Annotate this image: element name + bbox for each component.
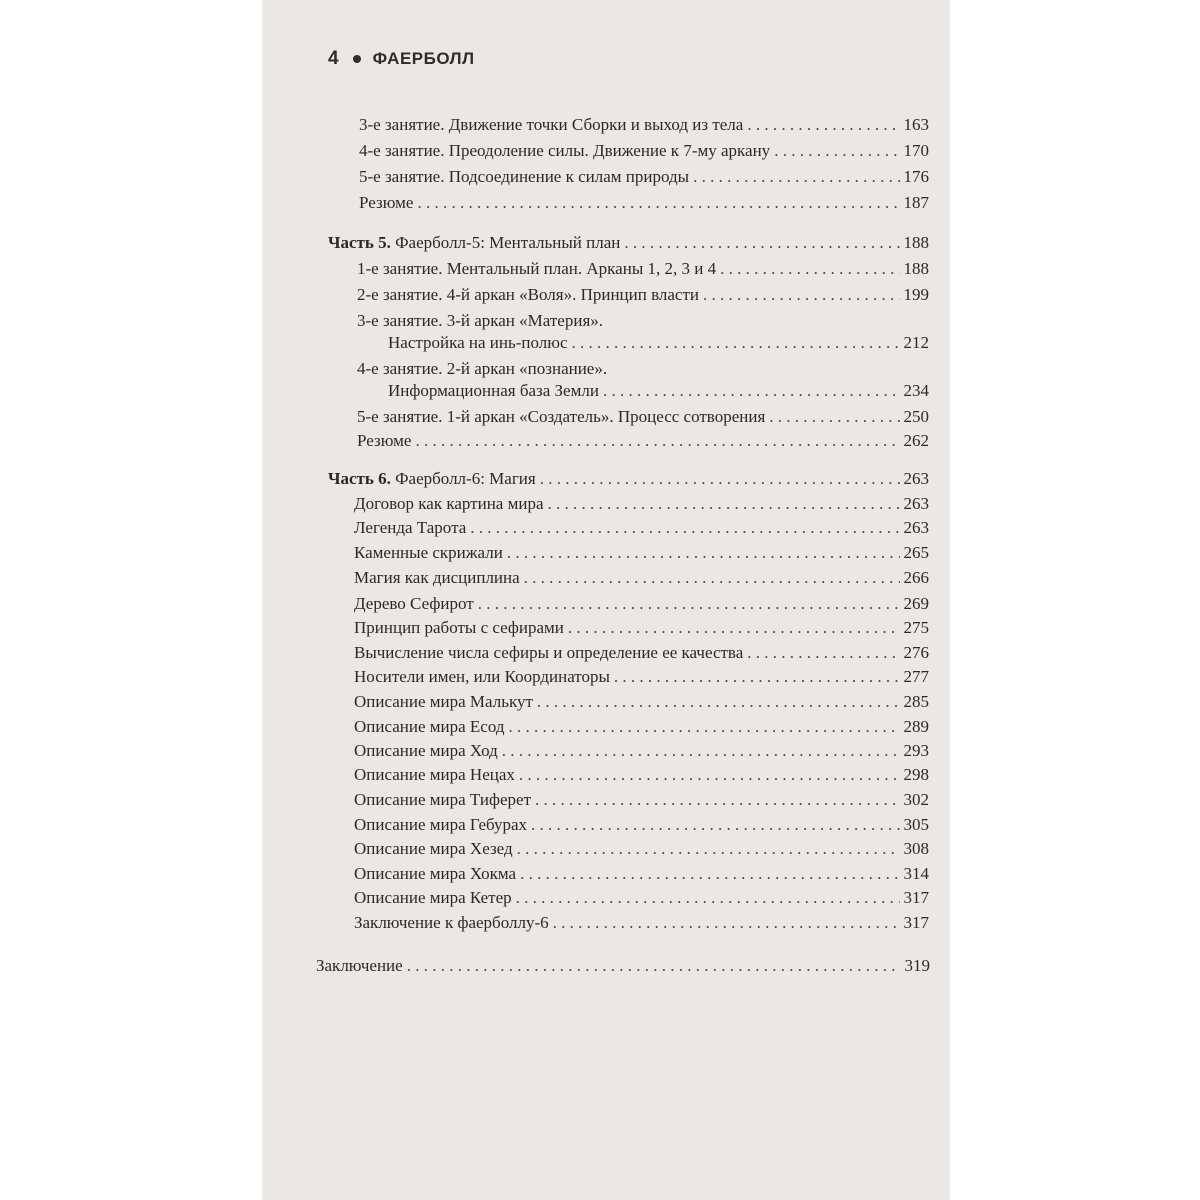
- dot-leader: [516, 888, 900, 908]
- toc-entry-label: Информационная база Земли: [388, 381, 599, 400]
- toc-entry-page: 308: [903, 839, 929, 858]
- toc-entry-page: 187: [903, 193, 929, 212]
- toc-entry: [359, 115, 929, 139]
- dot-leader: [517, 839, 900, 859]
- toc-entry-label: Легенда Тарота: [354, 518, 467, 537]
- book-title: ФАЕРБОЛЛ: [372, 49, 475, 68]
- toc-entry-page: 263: [903, 469, 929, 488]
- dot-leader: [524, 568, 900, 588]
- toc-entry: [354, 717, 929, 741]
- toc-entry-label: 5-е занятие. Подсоединение к силам природы: [359, 167, 690, 186]
- toc-entry-label: Резюме: [357, 431, 412, 450]
- toc-entry-page: 234: [903, 381, 929, 400]
- toc-entry: [354, 692, 929, 716]
- running-header: [328, 44, 475, 74]
- part-number: Часть 5.: [328, 233, 391, 252]
- toc-entry-page: 188: [903, 259, 929, 278]
- toc-entry: [354, 518, 929, 542]
- dot-leader: [548, 494, 900, 514]
- toc-entry-label: [328, 233, 620, 253]
- toc-entry: [359, 141, 929, 165]
- toc-entry-page: 170: [903, 141, 929, 160]
- toc-entry-page: 298: [903, 765, 929, 784]
- toc-entry-page: 262: [903, 431, 929, 450]
- dot-leader: [531, 815, 899, 835]
- toc-entry: [354, 765, 929, 789]
- dot-leader: [470, 518, 899, 538]
- dot-leader: [417, 193, 899, 213]
- dot-leader: [553, 913, 900, 933]
- toc-entry-page: 269: [903, 594, 929, 613]
- dot-leader: [478, 594, 900, 614]
- toc-entry-page: 293: [903, 741, 929, 760]
- toc-entry-page: 305: [903, 815, 929, 834]
- toc-entry-label: 1-е занятие. Ментальный план. Арканы 1, 2, 3 и 4: [357, 259, 717, 278]
- toc-entry-page: 212: [903, 333, 929, 352]
- toc-entry-label: Настройка на инь-полюс: [388, 333, 568, 352]
- toc-entry: [388, 333, 929, 357]
- toc-entry-page: 266: [903, 568, 929, 587]
- toc-entry-page: 263: [903, 518, 929, 537]
- toc-entry: [354, 667, 929, 691]
- dot-leader: [520, 864, 899, 884]
- toc-entry: [354, 815, 929, 839]
- dot-leader: [769, 407, 899, 427]
- toc-entry-page: 277: [903, 667, 929, 686]
- toc-entry-label: Дерево Сефирот: [354, 594, 474, 613]
- toc-entry-label: 3-е занятие. 3-й аркан «Материя».: [357, 311, 604, 330]
- toc-entry-label: Каменные скрижали: [354, 543, 503, 562]
- toc-entry: [357, 431, 929, 455]
- toc-entry-label: Заключение к фаерболлу-6: [354, 913, 549, 932]
- dot-leader: [568, 618, 900, 638]
- dot-leader: [415, 431, 899, 451]
- toc-entry-label: Описание мира Гебурах: [354, 815, 528, 834]
- toc-entry-page: 319: [904, 956, 930, 975]
- toc-entry: [388, 381, 929, 405]
- dot-leader: [519, 765, 900, 785]
- dot-leader: [535, 790, 899, 810]
- toc-entry-label: Договор как картина мира: [354, 494, 544, 513]
- toc-entry-label: 2-е занятие. 4-й аркан «Воля». Принцип власти: [357, 285, 699, 304]
- toc-entry-page: 289: [903, 717, 929, 736]
- dot-leader: [693, 167, 899, 187]
- toc-entry-page: 163: [903, 115, 929, 134]
- dot-leader: [614, 667, 900, 687]
- toc-entry-page: 265: [903, 543, 929, 562]
- toc-entry-label: Описание мира Малькут: [354, 692, 533, 711]
- part-number: Часть 6.: [328, 469, 391, 488]
- toc-entry: [357, 285, 929, 309]
- part-title: Фаерболл-6: Магия: [390, 469, 536, 488]
- toc-entry: [359, 193, 929, 217]
- toc-entry: [354, 864, 929, 888]
- toc-entry: [354, 741, 929, 765]
- dot-leader: [774, 141, 899, 161]
- toc-entry: [354, 913, 929, 937]
- book-page: [262, 0, 950, 1200]
- toc-entry-label: Описание мира Ход: [354, 741, 498, 760]
- toc-entry-label: Принцип работы с сефирами: [354, 618, 564, 637]
- toc-entry-page: 302: [903, 790, 929, 809]
- toc-entry-label: 3-е занятие. Движение точки Сборки и выход из тела: [359, 115, 744, 134]
- dot-leader: [540, 469, 900, 489]
- dot-leader: [572, 333, 900, 353]
- dot-leader: [509, 717, 900, 737]
- dot-leader: [703, 285, 900, 305]
- dot-leader: [502, 741, 900, 761]
- toc-entry: [354, 594, 929, 618]
- toc-entry-page: 188: [903, 233, 929, 252]
- toc-entry-page: 317: [903, 888, 929, 907]
- dot-leader: [507, 543, 900, 563]
- dot-leader: [407, 956, 901, 976]
- toc-entry-page: 199: [903, 285, 929, 304]
- toc-entry: [354, 888, 929, 912]
- toc-entry-label: Вычисление числа сефиры и определение ее качества: [354, 643, 744, 662]
- toc-entry: [354, 790, 929, 814]
- toc-entry-label: Описание мира Нецах: [354, 765, 515, 784]
- toc-part-heading: [328, 469, 929, 493]
- toc-entry-page: 263: [903, 494, 929, 513]
- toc-entry-label: Описание мира Хезед: [354, 839, 513, 858]
- toc-entry-label: Резюме: [359, 193, 414, 212]
- toc-entry-page: 176: [903, 167, 929, 186]
- page-number: 4: [328, 48, 339, 69]
- toc-entry: [357, 407, 929, 431]
- toc-entry: [316, 956, 930, 980]
- dot-leader: [747, 115, 899, 135]
- dot-leader: [720, 259, 899, 279]
- toc-entry-label: Описание мира Тиферет: [354, 790, 532, 809]
- dot-leader: [747, 643, 899, 663]
- toc-entry-page: 276: [903, 643, 929, 662]
- toc-entry: [354, 839, 929, 863]
- toc-entry-label: Заключение: [316, 956, 403, 975]
- toc-entry-label: 4-е занятие. 2-й аркан «познание».: [357, 359, 608, 378]
- toc-entry-label: [328, 469, 536, 489]
- toc-entry: [354, 494, 929, 518]
- toc-entry-page: 275: [903, 618, 929, 637]
- toc-entry: [354, 568, 929, 592]
- toc-part-heading: [328, 233, 929, 257]
- toc-entry-label: 4-е занятие. Преодоление силы. Движение к 7-му аркану: [359, 141, 771, 160]
- toc-entry-label: Описание мира Есод: [354, 717, 505, 736]
- dot-leader: [603, 381, 900, 401]
- toc-entry-label: Магия как дисциплина: [354, 568, 520, 587]
- bullet-separator: [353, 55, 361, 63]
- toc-entry-page: 314: [903, 864, 929, 883]
- toc-entry: [354, 643, 929, 667]
- toc-entry-label: Описание мира Кетер: [354, 888, 512, 907]
- toc-entry: [357, 259, 929, 283]
- toc-entry-page: 317: [903, 913, 929, 932]
- toc-entry: [354, 618, 929, 642]
- toc-entry-label: Носители имен, или Координаторы: [354, 667, 610, 686]
- dot-leader: [624, 233, 899, 253]
- toc-entry-page: 250: [903, 407, 929, 426]
- toc-entry-label: Описание мира Хокма: [354, 864, 517, 883]
- toc-entry-page: 285: [903, 692, 929, 711]
- toc-entry-label: 5-е занятие. 1-й аркан «Создатель». Процесс сотворения: [357, 407, 766, 426]
- toc-entry: [359, 167, 929, 191]
- toc-entry: [354, 543, 929, 567]
- dot-leader: [537, 692, 900, 712]
- part-title: Фаерболл-5: Ментальный план: [390, 233, 621, 252]
